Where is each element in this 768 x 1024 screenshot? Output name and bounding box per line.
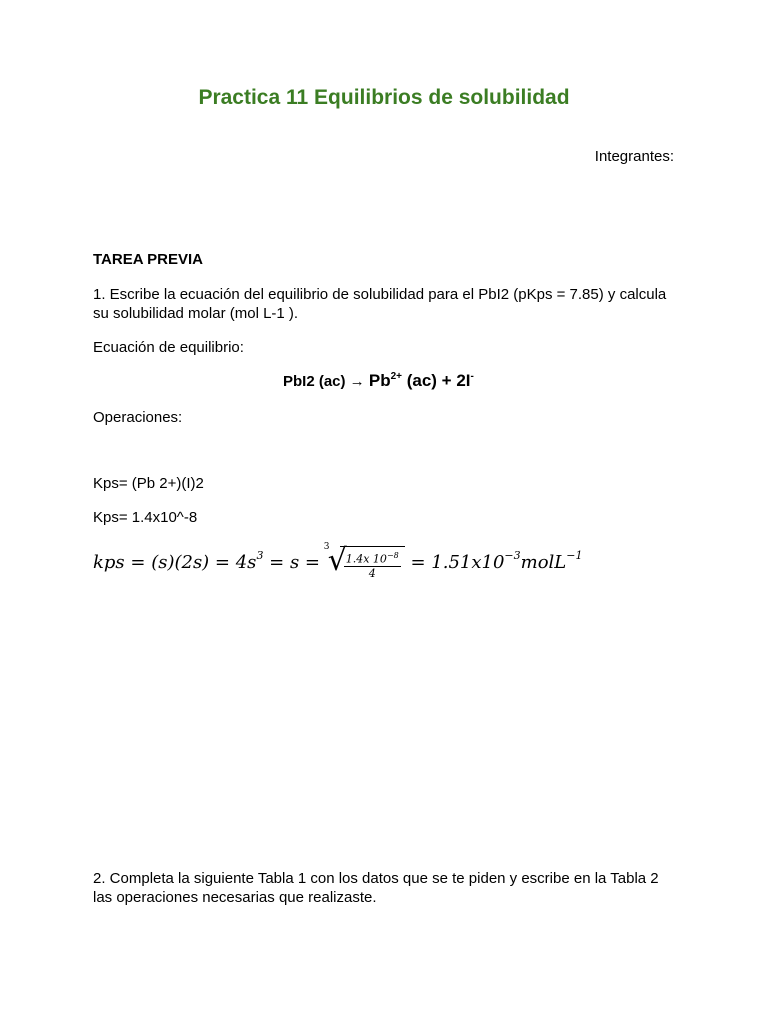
equation-iodide-charge: - — [470, 371, 474, 382]
formula-exp-3: 3 — [256, 548, 264, 562]
equation-product-pb: Pb — [368, 371, 391, 390]
formula-result: = 1.51x10 — [410, 551, 505, 573]
question-2-line-2: las operaciones necesarias que realizaste. — [93, 889, 377, 906]
formula-eq-s: = s = — [263, 551, 326, 573]
fraction-denominator: 4 — [368, 566, 376, 580]
cube-root — [323, 542, 405, 580]
numerator-exponent: −8 — [386, 551, 399, 560]
question-1-line-1: 1. Escribe la ecuación del equilibrio de solubilidad para el PbI2 (pKps = 7.85) y calcula — [93, 286, 667, 303]
kps-value: Kps= 1.4x10^-8 — [93, 509, 198, 526]
fraction-numerator: 1.4x 10 — [345, 552, 387, 566]
equation-pb-charge: 2+ — [390, 371, 402, 382]
operations-label: Operaciones: — [93, 409, 183, 426]
result-exponent: −3 — [504, 548, 521, 562]
radical-sign-icon: √ — [327, 543, 347, 578]
equation-product-iodide: (ac) + 2I — [402, 371, 471, 390]
equation-reactant: PbI2 (ac) → — [283, 373, 369, 390]
equilibrium-equation — [283, 371, 474, 391]
formula-lhs: kps = (s)(2s) = 4s — [93, 551, 257, 573]
fraction — [344, 549, 401, 580]
kps-expression: Kps= (Pb 2+)(I)2 — [93, 475, 204, 492]
question-2-line-1: 2. Completa la siguiente Tabla 1 con los datos que se te piden y escribe en la Tabla 2 — [93, 870, 659, 887]
question-1-line-2: su solubilidad molar (mol L-1 ). — [93, 305, 299, 322]
equation-label: Ecuación de equilibrio: — [93, 339, 244, 356]
root-index: 3 — [323, 542, 330, 552]
integrantes-label: Integrantes: — [594, 148, 674, 165]
unit-exponent: −1 — [566, 548, 583, 562]
page-title: Practica 11 Equilibrios de solubilidad — [198, 86, 570, 109]
section-heading: TAREA PREVIA — [93, 251, 204, 268]
solubility-formula — [93, 542, 583, 580]
formula-unit: molL — [520, 551, 567, 573]
